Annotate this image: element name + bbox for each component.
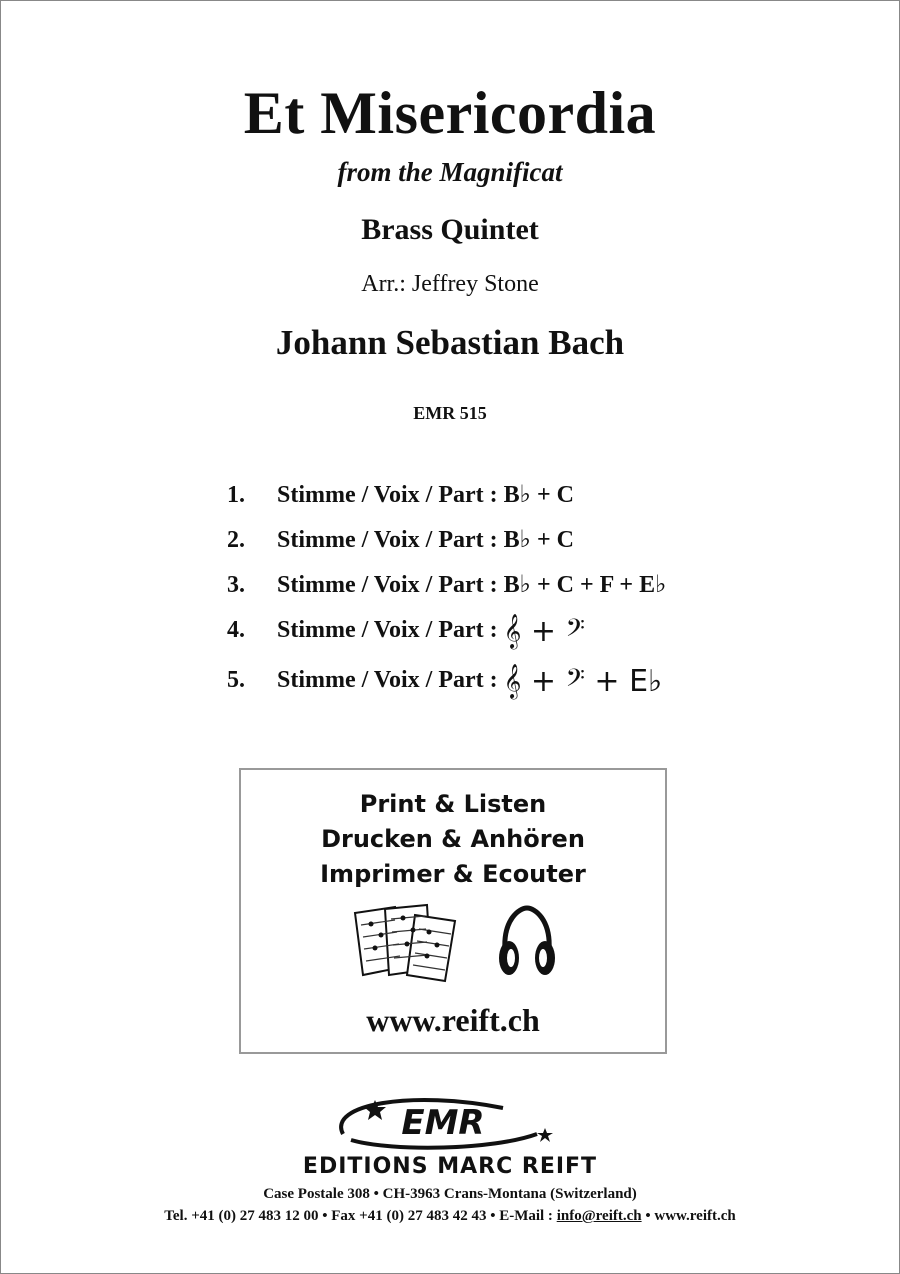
composer-name: Johann Sebastian Bach — [275, 323, 625, 362]
arranger-credit: Arr.: Jeffrey Stone — [361, 271, 539, 297]
piece-title: Et Misericordia — [243, 80, 657, 146]
part-row — [227, 524, 666, 569]
promo-line-english: Print & Listen — [359, 790, 547, 818]
part-label: Stimme / Voix / Part : — [277, 617, 498, 643]
parts-list — [227, 479, 666, 714]
piece-subtitle: from the Magnificat — [337, 157, 563, 187]
promo-line-german: Drucken & Anhören — [321, 825, 585, 853]
part-keys: 𝄞 + 𝄢 — [503, 614, 585, 649]
part-row — [227, 569, 666, 614]
part-number: 3. — [227, 572, 245, 598]
promo-url[interactable]: www.reift.ch — [366, 1002, 540, 1038]
part-keys: B♭ + C + F + E♭ — [503, 572, 667, 598]
publisher-name: EDITIONS MARC REIFT — [302, 1154, 598, 1179]
ensemble-label: Brass Quintet — [361, 213, 539, 246]
part-label: Stimme / Voix / Part : — [277, 667, 498, 693]
publisher-contact — [1, 1208, 899, 1225]
print-listen-box — [239, 768, 667, 1054]
part-label: Stimme / Voix / Part : — [277, 527, 498, 553]
part-number: 5. — [227, 667, 245, 693]
part-keys: 𝄞 + 𝄢 + E♭ — [503, 664, 663, 699]
contact-website[interactable]: • www.reift.ch — [641, 1208, 736, 1224]
promo-line-french: Imprimer & Ecouter — [320, 860, 586, 888]
part-number: 2. — [227, 527, 245, 553]
part-keys: B♭ + C — [503, 482, 574, 508]
logo-text: EMR — [401, 1103, 485, 1143]
part-number: 4. — [227, 617, 245, 643]
part-label: Stimme / Voix / Part : — [277, 572, 498, 598]
part-row — [227, 614, 666, 664]
part-number: 1. — [227, 482, 245, 508]
emr-logo — [323, 1094, 563, 1152]
headphones-icon — [497, 904, 557, 982]
part-keys: B♭ + C — [503, 527, 574, 553]
sheet-music-icon — [351, 903, 463, 983]
catalog-number: EMR 515 — [413, 403, 487, 423]
publisher-address: Case Postale 308 • CH-3963 Crans-Montana (Switzerland) — [263, 1186, 637, 1202]
part-row — [227, 664, 666, 714]
contact-email-link[interactable]: info@reift.ch — [556, 1208, 642, 1224]
contact-phone-fax: Tel. +41 (0) 27 483 12 00 • Fax +41 (0) 27 483 42 43 • E-Mail : — [164, 1208, 557, 1224]
part-label: Stimme / Voix / Part : — [277, 482, 498, 508]
part-row — [227, 479, 666, 524]
